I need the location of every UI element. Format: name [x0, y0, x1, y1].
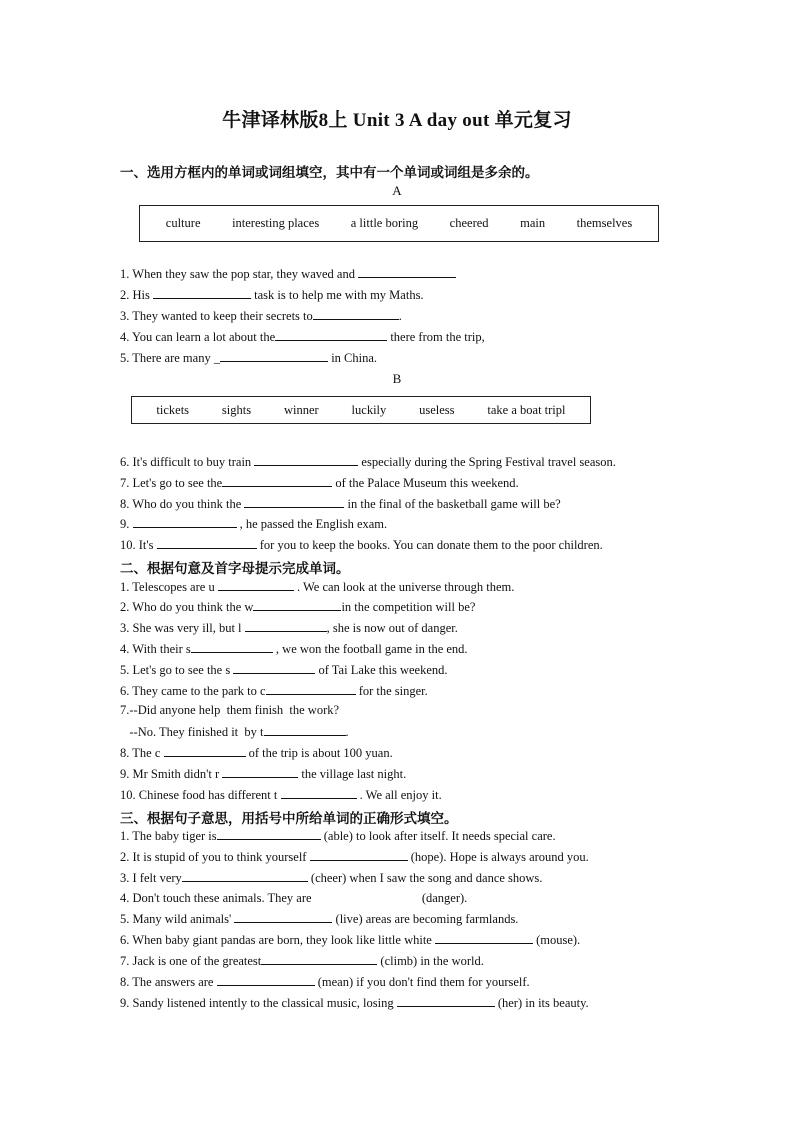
section-3-heading: 三、根据句子意思，用括号中所给单词的正确形式填空。 — [120, 811, 458, 826]
answer-blank[interactable] — [217, 828, 321, 840]
answer-blank[interactable] — [245, 620, 327, 632]
question-5: 5. There are many _ in China. — [120, 351, 378, 365]
word-box-b-item: luckily — [351, 402, 387, 417]
answer-blank[interactable] — [397, 995, 495, 1007]
answer-blank[interactable] — [164, 745, 246, 757]
section-2-heading: 二、根据句意及首字母提示完成单词。 — [120, 561, 350, 576]
question-3: 3. They wanted to keep their secrets to . — [120, 309, 402, 323]
answer-blank[interactable] — [222, 766, 298, 778]
question-s3-3: 3. I felt very (cheer) when I saw the song and dance shows. — [120, 871, 543, 885]
answer-blank[interactable] — [191, 641, 273, 653]
answer-blank[interactable] — [153, 287, 251, 299]
answer-blank[interactable] — [281, 787, 357, 799]
question-8: 8. Who do you think the in the final of the basketball game will be? — [120, 497, 561, 511]
question-2: 2. His task is to help me with my Maths. — [120, 288, 424, 302]
answer-blank[interactable] — [222, 475, 332, 487]
question-1: 1. When they saw the pop star, they waved and — [120, 266, 456, 282]
answer-blank[interactable] — [254, 454, 358, 466]
answer-blank[interactable] — [275, 329, 387, 341]
word-box-b-item: useless — [419, 402, 455, 417]
question-10: 10. It's for you to keep the books. You can donate them to the poor children. — [120, 538, 603, 552]
answer-blank[interactable] — [261, 953, 377, 965]
word-box-b-item: sights — [221, 402, 252, 417]
answer-blank[interactable] — [313, 308, 399, 320]
question-s2-9: 9. Mr Smith didn't r the village last night. — [120, 767, 407, 781]
question-7: 7. Let's go to see the of the Palace Museum this weekend. — [120, 476, 519, 490]
box-a-label: A — [392, 183, 402, 198]
section-1-heading: 一、选用方框内的单词或词组填空，其中有一个单词或词组是多余的。 — [120, 165, 539, 180]
answer-blank[interactable] — [253, 599, 341, 611]
word-box-a-item: culture — [165, 216, 201, 230]
page-title: 牛津译林版8上 Unit 3 A day out 单元复习 — [222, 110, 572, 131]
word-box-a — [139, 205, 659, 242]
answer-blank[interactable] — [133, 516, 237, 528]
answer-blank[interactable] — [220, 350, 328, 362]
answer-blank[interactable] — [233, 662, 315, 674]
answer-blank[interactable] — [182, 870, 308, 882]
question-s2-8: 8. The c of the trip is about 100 yuan. — [120, 746, 393, 760]
answer-blank[interactable] — [218, 579, 294, 591]
question-s2-10: 10. Chinese food has different t . We all enjoy it. — [120, 788, 442, 802]
question-4: 4. You can learn a lot about the there from the trip, — [120, 330, 485, 344]
question-s2-2: 2. Who do you think the w in the competition will be? — [120, 600, 476, 614]
answer-blank[interactable] — [234, 911, 332, 923]
word-box-a-item: cheered — [449, 216, 489, 230]
answer-blank[interactable] — [266, 683, 356, 695]
question-s3-2: 2. It is stupid of you to think yourself (hope). Hope is always around you. — [120, 850, 589, 864]
question-s2-3: 3. She was very ill, but l , she is now out of danger. — [120, 621, 458, 635]
answer-blank[interactable] — [244, 496, 344, 508]
answer-blank[interactable] — [435, 932, 533, 944]
word-box-a-item: interesting places — [232, 216, 320, 230]
question-9: 9. , he passed the English exam. — [120, 517, 388, 531]
question-s2-6: 6. They came to the park to c for the singer. — [120, 684, 428, 698]
question-s2-7-answer: --No. They finished it by t . — [120, 725, 349, 739]
answer-blank[interactable] — [264, 724, 346, 736]
question-s3-6: 6. When baby giant pandas are born, they look like little white (mouse). — [120, 933, 581, 947]
question-s3-4: 4. Don't touch these animals. They are (danger). — [120, 891, 468, 905]
word-box-a-item: main — [520, 216, 546, 230]
answer-blank[interactable] — [157, 537, 257, 549]
word-box-b — [131, 396, 591, 424]
word-box-b-item: winner — [283, 402, 319, 417]
word-box-a-item: a little boring — [350, 216, 419, 230]
question-s2-5: 5. Let's go to see the s of Tai Lake this weekend. — [120, 663, 448, 677]
question-6: 6. It's difficult to buy train especially during the Spring Festival travel season. — [120, 455, 616, 469]
question-s3-8: 8. The answers are (mean) if you don't find them for yourself. — [120, 975, 530, 989]
question-s3-9: 9. Sandy listened intently to the classical music, losing (her) in its beauty. — [120, 996, 589, 1010]
question-s2-7: 7.--Did anyone help them finish the work? — [120, 703, 340, 717]
question-s3-1: 1. The baby tiger is (able) to look after itself. It needs special care. — [120, 829, 556, 843]
word-box-a-item: themselves — [576, 216, 633, 230]
question-s3-5: 5. Many wild animals' (live) areas are becoming farmlands. — [120, 912, 519, 926]
question-s2-4: 4. With their s , we won the football game in the end. — [120, 642, 468, 656]
word-box-b-item: tickets — [156, 402, 190, 417]
question-s2-1: 1. Telescopes are u . We can look at the universe through them. — [120, 580, 515, 594]
answer-blank[interactable] — [310, 849, 408, 861]
word-box-b-item: take a boat tripl — [487, 402, 566, 417]
box-b-label: B — [392, 371, 402, 386]
question-s3-7: 7. Jack is one of the greatest (climb) in the world. — [120, 954, 484, 968]
answer-blank[interactable] — [217, 974, 315, 986]
answer-blank[interactable] — [358, 266, 456, 278]
